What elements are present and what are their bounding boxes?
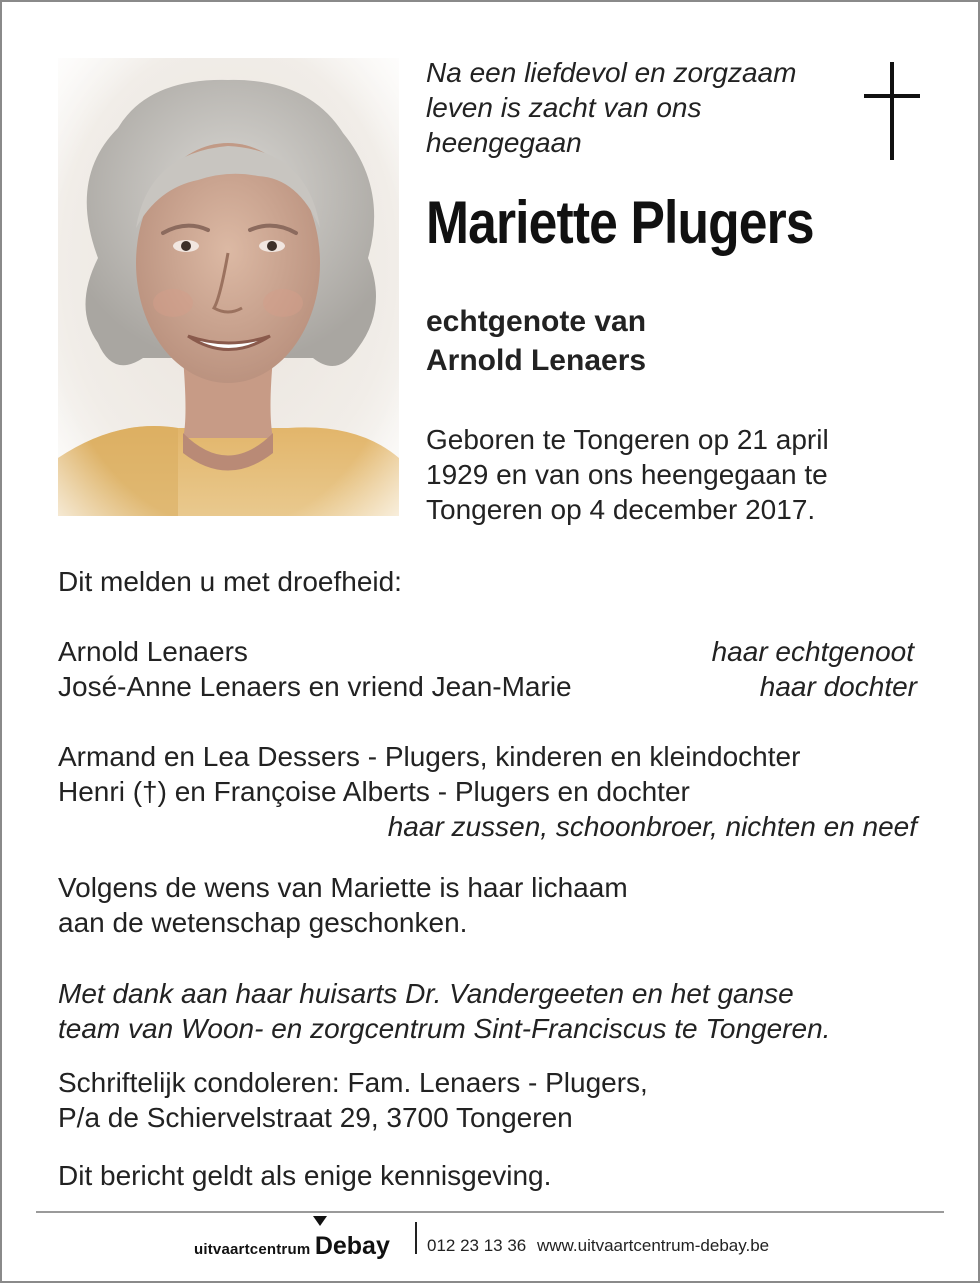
footer-divider [36, 1211, 944, 1213]
birth-death-info [426, 422, 896, 527]
announcement-header: Dit melden u met droefheid: [58, 566, 402, 597]
spouse-line: echtgenote van [426, 305, 647, 338]
deceased-name: Mariette Plugers [426, 189, 814, 256]
intro-line: heengegaan [426, 127, 582, 158]
siblings-relation: haar zussen, schoonbroer, nichten en neef [387, 811, 917, 842]
birth-line: 1929 en van ons heengegaan te [426, 459, 828, 490]
closing-notice: Dit bericht geldt als enige kennisgeving. [58, 1160, 552, 1191]
condolence-line: Schriftelijk condoleren: Fam. Lenaers - Plugers, [58, 1067, 648, 1098]
brand-prefix: uitvaartcentrum [194, 1241, 311, 1258]
brand-name: Debay [314, 1232, 390, 1260]
wish-line: Volgens de wens van Mariette is haar lichaam [58, 872, 628, 903]
cross-icon [862, 62, 922, 160]
wish-line: aan de wetenschap geschonken. [58, 907, 468, 938]
birth-line: Tongeren op 4 december 2017. [426, 494, 816, 525]
intro-text [426, 55, 866, 160]
footer-website[interactable]: www.uitvaartcentrum-debay.be [537, 1236, 770, 1255]
brand-triangle-icon [313, 1216, 327, 1226]
birth-line: Geboren te Tongeren op 21 april [426, 424, 829, 455]
funeral-home-logo [194, 1232, 390, 1261]
sibling-line: Henri (†) en Françoise Alberts - Plugers en dochter [58, 776, 690, 807]
thanks-line: team van Woon- en zorgcentrum Sint-Franciscus te Tongeren. [58, 1013, 831, 1044]
footer-separator [415, 1222, 417, 1254]
thanks-line: Met dank aan haar huisarts Dr. Vandergeeten en het ganse [58, 978, 794, 1009]
intro-line: Na een liefdevol en zorgzaam [426, 57, 797, 88]
footer-phone: 012 23 13 36 [427, 1236, 527, 1255]
condolence-address: P/a de Schiervelstraat 29, 3700 Tongeren [58, 1102, 573, 1133]
spouse-name: Arnold Lenaers [426, 344, 647, 377]
spouse-info [426, 302, 646, 380]
family-member-relation: haar dochter [759, 671, 917, 702]
family-member-name: José-Anne Lenaers en vriend Jean-Marie [58, 671, 572, 702]
sibling-line: Armand en Lea Dessers - Plugers, kinderen en kleindochter [58, 741, 801, 772]
portrait-photo [58, 58, 399, 516]
family-member-relation: haar echtgenoot [711, 636, 914, 667]
family-member-name: Arnold Lenaers [58, 636, 248, 667]
intro-line: leven is zacht van ons [426, 92, 702, 123]
